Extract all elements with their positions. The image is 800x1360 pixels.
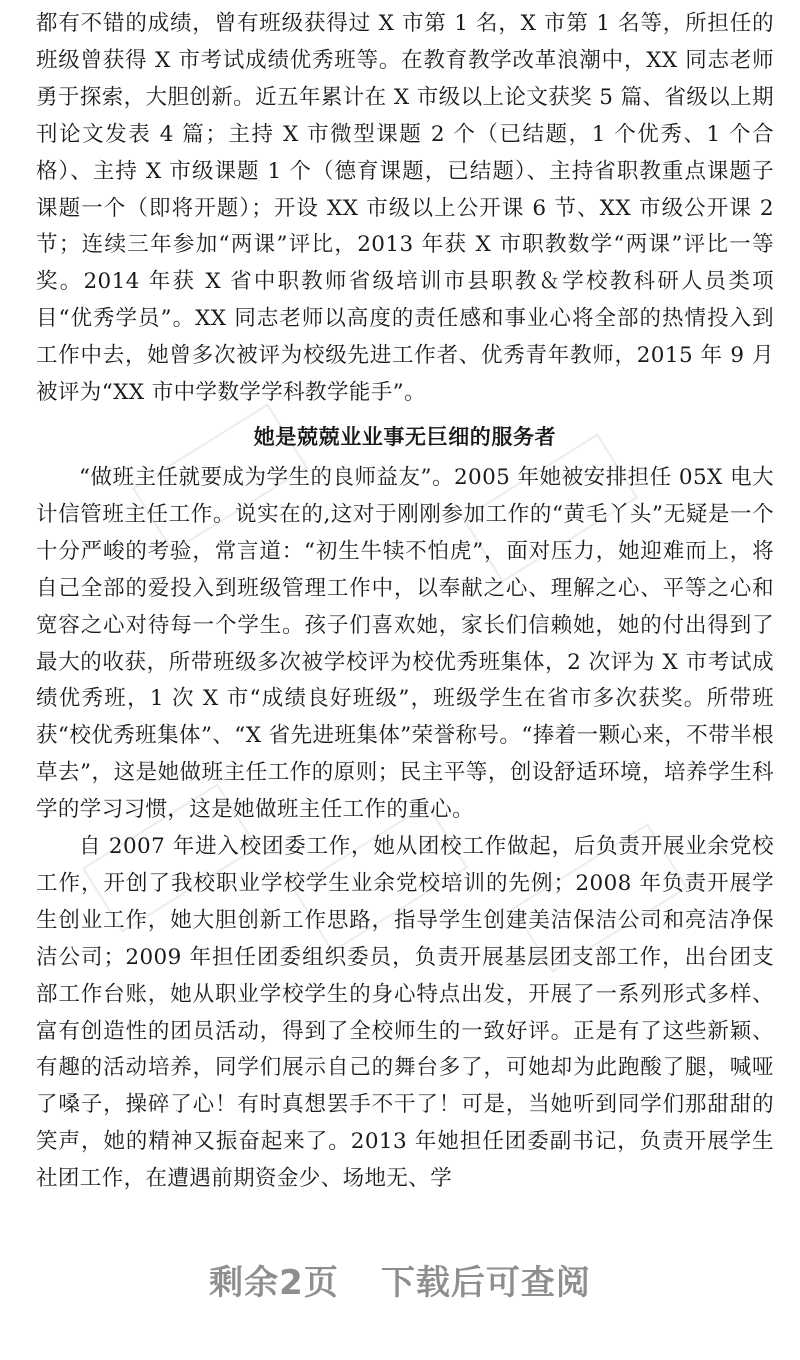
paragraph-youth-league: 自 2007 年进入校团委工作，她从团校工作做起，后负责开展业余党校工作，开创了我校职业学校学生业余党校培训的先例；2008 年负责开展学生创业工作，她大胆创新工作思路，指导学生创建美洁保洁公司和亮洁净保洁公司；2009 年担任团委组织委员，负责开展基层团支部工作，出台团支部工作台账，她从职业学校学生的身心特点出发，开展了一系列形式多样、富有创造性的团员活动，得到了全校师生的一致好评。正是有了这些新颖、有趣的活动培养，同学们展示自己的舞台多了，可她却为此跑酸了腿，喊哑了嗓子，操碎了心！有时真想罢手不干了！可是，当她听到同学们那甜甜的笑声，她的精神又振奋起来了。2013 年她担任团委副书记，负责开展学生社团工作，在遭遇前期资金少、场地无、学 <box>36 834 774 1192</box>
paragraph-achievements: 都有不错的成绩，曾有班级获得过 X 市第 1 名，X 市第 1 名等，所担任的班级曾获得 X 市考试成绩优秀班等。在教育教学改革浪潮中，XX 同志老师勇于探索，大胆创新。近五年累计在 X 市级以上论文获奖 5 篇、省级以上期刊论文发表 4 篇；主持 X 市微型课题 2 个（已结题，1 个优秀、1 个合格）、主持 X 市级课题 1 个（德育课题，已结题）、主持省职教重点课题子课题一个（即将开题）；开设 XX 市级以上公开课 6 节、XX 市级公开课 2 节；连续三年参加“两课”评比，2013 年获 X 市职教数学“两课”评比一等奖。2014 年获 X 省中职教师省级培训市县职教＆学校教科研人员类项目“优秀学员”。XX 同志老师以高度的责任感和事业心将全部的热情投入到工作中去，她曾多次被评为校级先进工作者、优秀青年教师，2015 年 9 月被评为“XX 市中学数学学科教学能手”。 <box>36 11 774 406</box>
document-body <box>36 6 774 1198</box>
section-heading: 她是兢兢业业事无巨细的服务者 <box>253 424 557 449</box>
remaining-pages-label: 剩余2页 <box>209 1263 339 1303</box>
paragraph-class-teacher: “做班主任就要成为学生的良师益友”。2005 年她被安排担任 05X 电大计信管班主任工作。说实在的,这对于刚刚参加工作的“黄毛丫头”无疑是一个十分严峻的考验，常言道：“初生牛犊不怕虎”，面对压力，她迎难而上，将自己全部的爱投入到班级管理工作中，以奉献之心、理解之心、平等之心和宽容之心对待每一个学生。孩子们喜欢她，家长们信赖她，她的付出得到了最大的收获，所带班级多次被学校评为校优秀班集体，2 次评为 X 市考试成绩优秀班，1 次 X 市“成绩良好班级”，班级学生在省市多次获奖。所带班获“校优秀班集体”、“X 省先进班集体”荣誉称号。“捧着一颗心来，不带半根草去”，这是她做班主任工作的原则；民主平等，创设舒适环境，培养学生科学的学习习惯，这是她做班主任工作的重心。 <box>36 464 774 823</box>
download-prompt-label: 下载后可查阅 <box>380 1263 591 1303</box>
download-banner[interactable] <box>0 1255 800 1304</box>
